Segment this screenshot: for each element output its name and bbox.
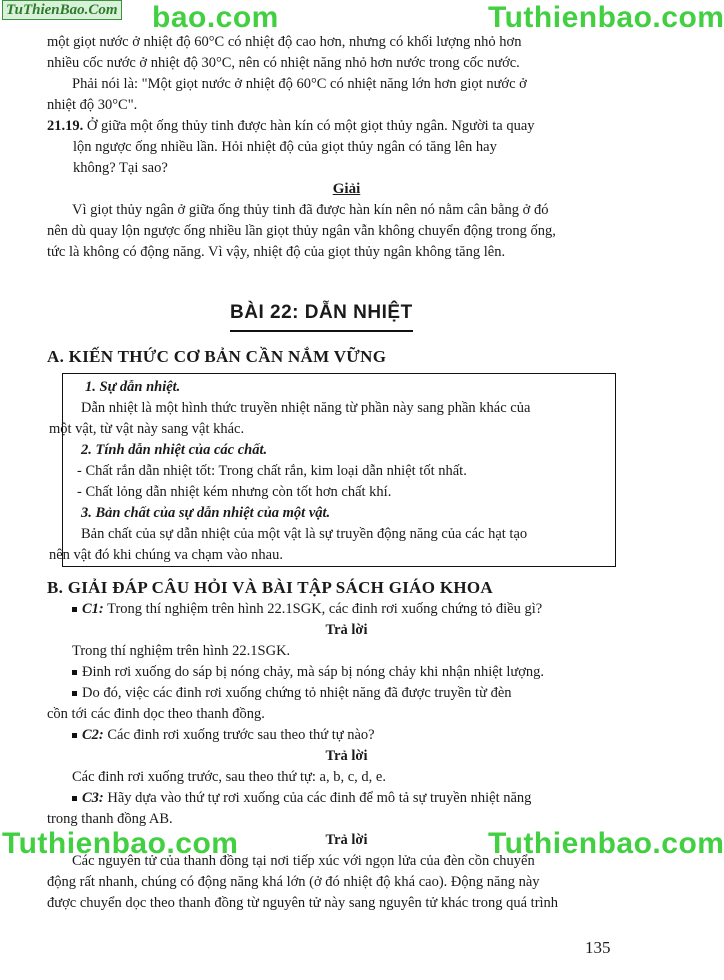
watermark-corner-logo: TuThienBao.Com [2,0,122,20]
c3-answer-label: Trả lời [325,832,368,848]
c1-answer-4: cồn tới các đinh dọc theo thanh đồng. [47,706,265,722]
answer-line-3: tức là không có động năng. Vì vậy, nhiệt độ của giọt thủy ngân không tăng lên. [47,244,506,260]
knowledge-text-1b: một vật, từ vật này sang vật khác. [49,421,245,437]
intro-line-1: một giọt nước ở nhiệt độ 60°C có nhiệt độ cao hơn, nhưng có khối lượng nhỏ hơn [47,34,522,50]
c2-answer-1: Các đinh rơi xuống trước, sau theo thứ tự: a, b, c, d, e. [72,769,386,785]
solution-label: Giải [332,181,361,197]
c3-answer-2: động rất nhanh, chúng có động năng khá lớn (ở đó nhiệt độ khá cao). Động năng này [47,874,540,890]
page-number: 135 [585,938,611,957]
bullet-icon [72,670,77,675]
c3-answer-1: Các nguyên tử của thanh đồng tại nơi tiếp xúc với ngọn lửa của đèn cồn chuyển [72,853,535,869]
bullet-icon [72,691,77,696]
watermark-bottom-right: Tuthienbao.com [488,827,724,860]
knowledge-text-2b: - Chất lỏng dẫn nhiệt kém nhưng còn tốt hơn chất khí. [77,484,392,500]
c2-answer-label: Trả lời [325,748,368,764]
c3-answer-3: được chuyển dọc theo thanh đồng từ nguyên tử này sang nguyên tử khác trong quá trình [47,895,559,911]
knowledge-heading-2: 2. Tính dẫn nhiệt của các chất. [81,442,268,458]
c2-text: Các đinh rơi xuống trước sau theo thứ tự nào? [107,727,375,743]
answer-line-1: Vì giọt thủy ngân ở giữa ống thủy tinh đã được hàn kín nên nó nằm cân bằng ở đó [72,202,549,218]
question-c2 [72,727,375,744]
c1-answer-label: Trả lời [325,622,368,638]
watermark-top-center: bao.com [152,1,279,34]
intro-line-4: nhiệt độ 30°C". [47,97,138,113]
lesson-title: BÀI 22: DẪN NHIỆT [230,302,413,332]
knowledge-heading-3: 3. Bản chất của sự dẫn nhiệt của một vật. [81,505,331,521]
c3-text: Hãy dựa vào thứ tự rơi xuống của các đinh để mô tả sự truyền nhiệt năng [107,790,532,806]
watermark-top-right: Tuthienbao.com [488,1,724,34]
answer-line-2: nên dù quay lộn ngược ống nhiều lần giọt thủy ngân vẫn không chuyển động trong ống, [47,223,556,239]
knowledge-text-3a: Bản chất của sự dẫn nhiệt của một vật là sự truyền động năng của các hạt tạo [81,526,528,542]
watermark-bottom-left: Tuthienbao.com [2,827,239,860]
question-line-3: không? Tại sao? [73,160,168,176]
knowledge-box [49,373,616,567]
knowledge-text-3b: nên vật đó khi chúng va chạm vào nhau. [49,547,283,563]
c1-answer-3: Do đó, việc các đinh rơi xuống chứng tỏ nhiệt năng đã được truyền từ đèn [72,685,512,702]
question-number: 21.19. [47,118,84,134]
c3-text-2: trong thanh đồng AB. [47,811,173,827]
intro-line-2: nhiều cốc nước ở nhiệt độ 30°C, nên có nhiệt năng nhỏ hơn nước trong cốc nước. [47,55,520,71]
c1-label: C1: [82,601,104,617]
question-c3 [72,790,531,807]
c3-label: C3: [82,790,104,806]
bullet-icon [72,607,77,612]
c2-label: C2: [82,727,104,743]
question-c1 [72,601,542,618]
c1-text: Trong thí nghiệm trên hình 22.1SGK, các đinh rơi xuống chứng tỏ điều gì? [107,601,543,617]
section-a-heading: A. KIẾN THỨC CƠ BẢN CẦN NẮM VỮNG [47,347,387,366]
section-b-heading: B. GIẢI ĐÁP CÂU HỎI VÀ BÀI TẬP SÁCH GIÁO KHOA [47,578,493,597]
bullet-icon [72,733,77,738]
question-21-19 [47,118,535,135]
question-line-2: lộn ngược ống nhiều lần. Hỏi nhiệt độ của giọt thủy ngân có tăng lên hay [73,139,497,155]
knowledge-text-1a: Dẫn nhiệt là một hình thức truyền nhiệt năng từ phần này sang phần khác của [81,400,531,416]
knowledge-text-2a: - Chất rắn dẫn nhiệt tốt: Trong chất rắn, kim loại dẫn nhiệt tốt nhất. [77,463,467,479]
knowledge-heading-1: 1. Sự dẫn nhiệt. [85,379,181,395]
bullet-icon [72,796,77,801]
intro-line-3: Phải nói là: "Một giọt nước ở nhiệt độ 60°C có nhiệt năng lớn hơn giọt nước ở [72,76,527,92]
c1-answer-2: Đinh rơi xuống do sáp bị nóng chảy, mà sáp bị nóng chảy khi nhận nhiệt lượng. [72,664,544,681]
question-line-1: Ở giữa một ống thủy tinh được hàn kín có một giọt thủy ngân. Người ta quay [86,118,535,134]
c1-answer-1: Trong thí nghiệm trên hình 22.1SGK. [72,643,291,659]
